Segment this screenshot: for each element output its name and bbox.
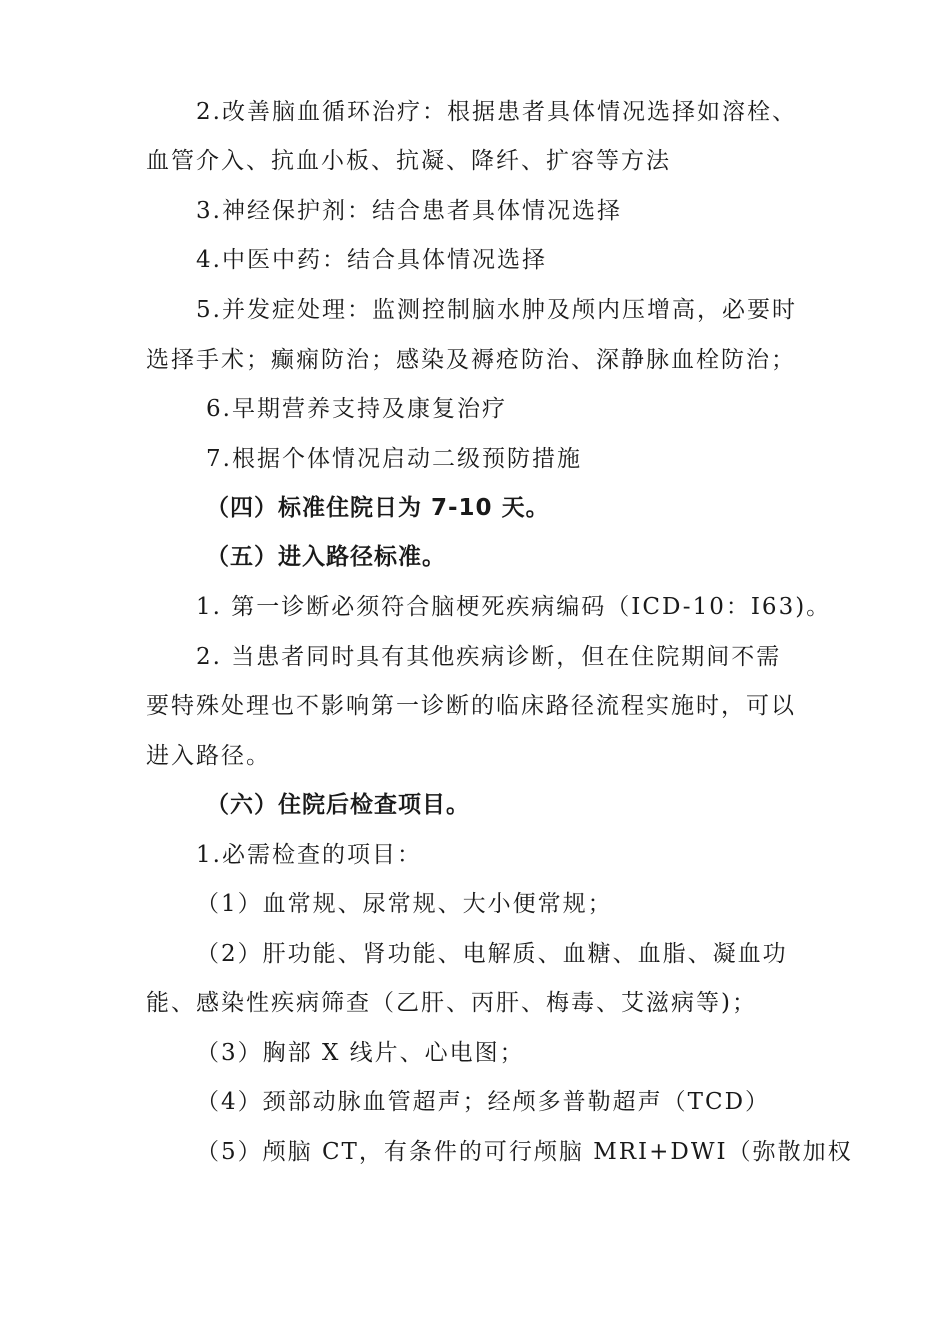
paragraph-line: （2）肝功能、肾功能、电解质、血糖、血脂、凝血功 xyxy=(196,941,788,967)
paragraph-line: 能、感染性疾病筛查（乙肝、丙肝、梅毒、艾滋病等)； xyxy=(146,990,757,1016)
paragraph-line: （5）颅脑 CT，有条件的可行颅脑 MRI+DWI（弥散加权 xyxy=(196,1139,853,1165)
paragraph-line: 6.早期营养支持及康复治疗 xyxy=(206,396,507,422)
section-heading: （五）进入路径标准。 xyxy=(206,544,446,570)
paragraph-line: 5.并发症处理：监测控制脑水肿及颅内压增高，必要时 xyxy=(196,297,797,323)
paragraph-line: 血管介入、抗血小板、抗凝、降纤、扩容等方法 xyxy=(146,148,671,174)
paragraph-line: 3.神经保护剂：结合患者具体情况选择 xyxy=(196,198,622,224)
paragraph-line: 1.必需检查的项目： xyxy=(196,842,422,868)
paragraph-line: （4）颈部动脉血管超声；经颅多普勒超声（TCD） xyxy=(196,1089,771,1115)
section-heading: （六）住院后检查项目。 xyxy=(206,792,470,818)
paragraph-line: 要特殊处理也不影响第一诊断的临床路径流程实施时，可以 xyxy=(146,693,796,719)
paragraph-line: 选择手术；癫痫防治；感染及褥疮防治、深静脉血栓防治； xyxy=(146,347,796,373)
paragraph-line: 2.改善脑血循环治疗：根据患者具体情况选择如溶栓、 xyxy=(196,99,797,125)
section-heading: （四）标准住院日为 7-10 天。 xyxy=(206,495,550,521)
paragraph-line: 进入路径。 xyxy=(146,743,271,769)
paragraph-line: （1）血常规、尿常规、大小便常规； xyxy=(196,891,613,917)
paragraph-line: 7.根据个体情况启动二级预防措施 xyxy=(206,446,582,472)
paragraph-line: 2. 当患者同时具有其他疾病诊断，但在住院期间不需 xyxy=(196,644,782,670)
paragraph-line: 4.中医中药：结合具体情况选择 xyxy=(196,247,547,273)
paragraph-line: （3）胸部 X 线片、心电图； xyxy=(196,1040,525,1066)
paragraph-line: 1. 第一诊断必须符合脑梗死疾病编码（ICD-10：I63)。 xyxy=(196,594,832,620)
